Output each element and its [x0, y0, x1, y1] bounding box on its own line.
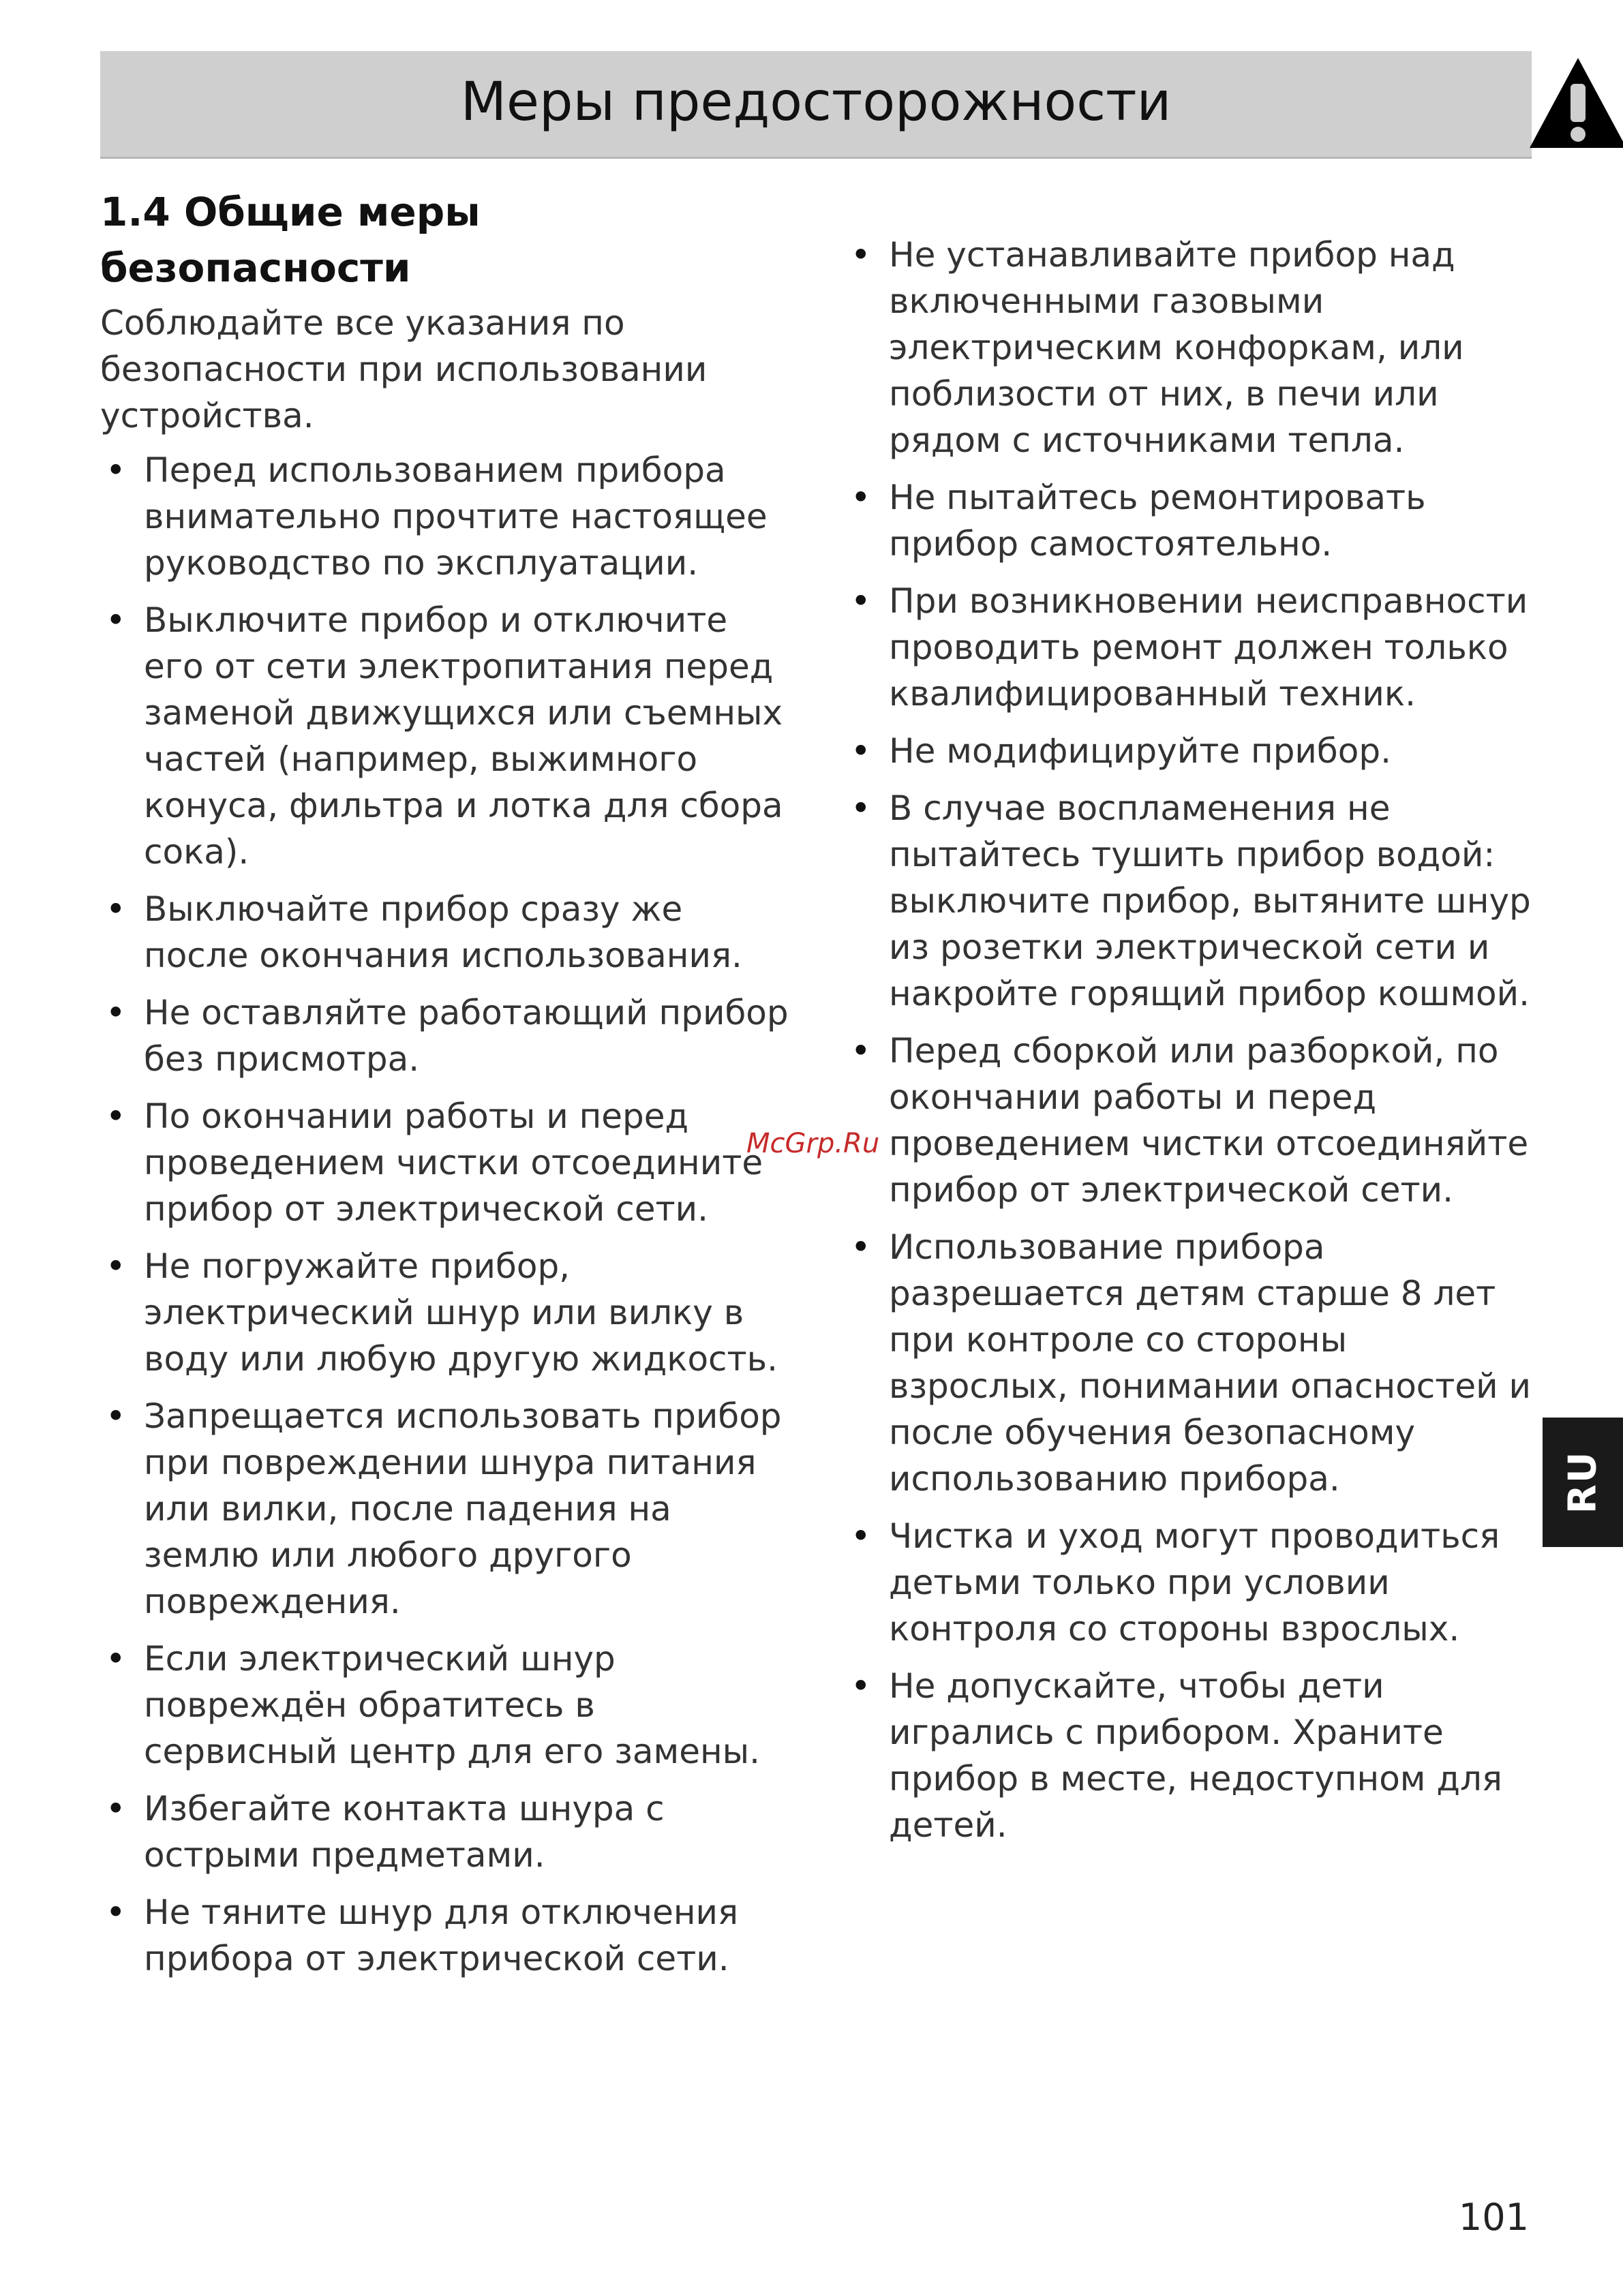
- safety-item: [100, 1093, 789, 1232]
- right-column: [845, 232, 1534, 1859]
- bullet-icon: •: [106, 1639, 126, 1679]
- safety-item-text: Не устанавливайте прибор над включенными газовыми электрическим конфоркам, или поблизости от них, в печи или рядом с источниками тепла.: [889, 235, 1464, 460]
- bullet-icon: •: [106, 1893, 126, 1932]
- warning-triangle-icon: [1527, 55, 1623, 151]
- safety-item-text: Запрещается использовать прибор при повреждении шнура питания или вилки, после падения на землю или любого другого повреждения.: [144, 1396, 782, 1621]
- safety-item-text: Чистка и уход могут проводиться детьми только при условии контроля со стороны взрослых.: [889, 1516, 1500, 1649]
- safety-item: [845, 232, 1534, 463]
- bullet-icon: •: [851, 731, 871, 771]
- section-title: 1.4 Общие меры безопасности: [100, 189, 481, 291]
- safety-item-text: Не модифицируйте прибор.: [889, 731, 1391, 771]
- safety-item-text: В случае воспламенения не пытайтесь тушить прибор водой: выключите прибор, вытяните шнур из розетки электрической сети и накройте горящий прибор кошмой.: [889, 789, 1531, 1013]
- safety-item-text: Не допускайте, чтобы дети игрались с прибором. Храните прибор в месте, недоступном для детей.: [889, 1666, 1502, 1845]
- bullet-icon: •: [851, 1666, 871, 1706]
- bullet-icon: •: [851, 478, 871, 517]
- watermark: McGrp.Ru: [746, 1128, 880, 1159]
- safety-item: [100, 1393, 789, 1625]
- safety-item: [845, 1513, 1534, 1652]
- bullet-icon: •: [106, 1246, 126, 1286]
- safety-item-text: Использование прибора разрешается детям старше 8 лет при контроле со стороны взрослых, понимании опасностей и после обучения безопасному использованию прибора.: [889, 1227, 1532, 1499]
- safety-item: [100, 447, 789, 586]
- safety-item: [845, 1028, 1534, 1213]
- bullet-icon: •: [851, 235, 871, 275]
- safety-item: [845, 728, 1534, 774]
- bullet-icon: •: [851, 1031, 871, 1071]
- language-tab: [1543, 1418, 1623, 1547]
- bullet-icon: •: [106, 1396, 126, 1436]
- safety-item: [845, 1224, 1534, 1502]
- safety-item: [100, 990, 789, 1082]
- safety-item-text: Избегайте контакта шнура с острыми предметами.: [144, 1789, 665, 1875]
- safety-item: [845, 1663, 1534, 1848]
- bullet-icon: •: [106, 993, 126, 1032]
- safety-item-text: Перед использованием прибора внимательно прочтите настоящее руководство по эксплуатации.: [144, 450, 768, 583]
- safety-item-text: Выключите прибор и отключите его от сети электропитания перед заменой движущихся или съемных частей (например, выжимного конуса, фильтра и лотка для сбора сока).: [144, 600, 783, 872]
- safety-item-text: Не погружайте прибор, электрический шнур или вилку в воду или любую другую жидкость.: [144, 1246, 778, 1379]
- safety-item: [100, 1243, 789, 1382]
- bullet-icon: •: [106, 450, 126, 490]
- safety-item-text: Не пытайтесь ремонтировать прибор самостоятельно.: [889, 478, 1426, 564]
- bullet-icon: •: [851, 581, 871, 621]
- bullet-icon: •: [106, 1097, 126, 1136]
- safety-item: [100, 1889, 789, 1982]
- right-safety-list: [845, 232, 1534, 1848]
- safety-item: [845, 785, 1534, 1017]
- bullet-icon: •: [851, 789, 871, 828]
- page-title: Меры предосторожности: [460, 72, 1172, 133]
- bullet-icon: •: [106, 600, 126, 640]
- safety-item: [100, 886, 789, 979]
- page-header: [100, 51, 1532, 159]
- safety-item-text: При возникновении неисправности проводить ремонт должен только квалифицированный техник.: [889, 581, 1528, 714]
- language-label: RU: [1560, 1450, 1605, 1514]
- safety-item-text: Выключайте прибор сразу же после окончания использования.: [144, 889, 742, 975]
- safety-item: [100, 597, 789, 875]
- safety-item: [100, 1636, 789, 1775]
- safety-item-text: По окончании работы и перед проведением чистки отсоедините прибор от электрической сети.: [144, 1097, 763, 1229]
- safety-item: [100, 1786, 789, 1878]
- left-column: [100, 184, 789, 1993]
- bullet-icon: •: [851, 1516, 871, 1556]
- section-intro: Соблюдайте все указания по безопасности при использовании устройства.: [100, 303, 708, 435]
- bullet-icon: •: [106, 1789, 126, 1828]
- left-safety-list: [100, 447, 789, 1982]
- safety-item-text: Если электрический шнур повреждён обратитесь в сервисный центр для его замены.: [144, 1639, 761, 1771]
- page-number: 101: [1458, 2196, 1529, 2239]
- bullet-icon: •: [851, 1227, 871, 1267]
- safety-item-text: Не оставляйте работающий прибор без присмотра.: [144, 993, 789, 1079]
- safety-item: [845, 474, 1534, 567]
- safety-item-text: Не тяните шнур для отключения прибора от электрической сети.: [144, 1893, 739, 1978]
- safety-item: [845, 578, 1534, 717]
- bullet-icon: •: [106, 889, 126, 929]
- safety-item-text: Перед сборкой или разборкой, по окончании работы и перед проведением чистки отсоединяйте прибор от электрической сети.: [889, 1031, 1529, 1210]
